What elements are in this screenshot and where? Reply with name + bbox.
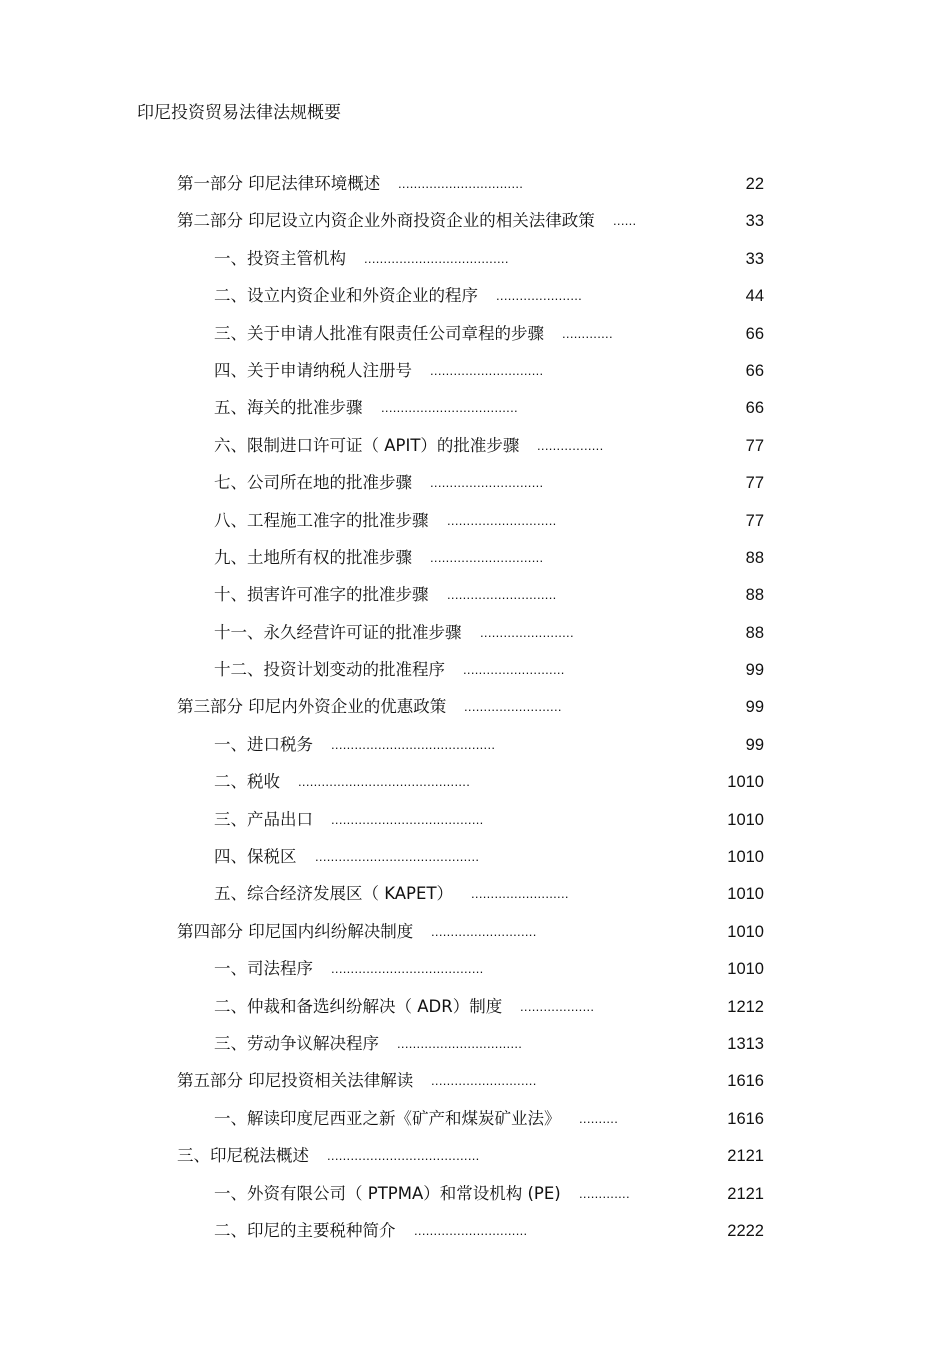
toc-entry-label: 四、保税区 [214, 847, 297, 867]
toc-entry-leader: ........................... [431, 1073, 537, 1089]
toc-entry-page: 99 [745, 661, 764, 680]
toc-entry-label: 第四部分 印尼国内纠纷解决制度 [177, 921, 414, 941]
toc-entry-page: 1010 [727, 885, 764, 904]
toc-entry-page: 1212 [727, 997, 764, 1016]
toc-entry-label: 三、产品出口 [214, 809, 313, 829]
toc-entry-leader: ............................ [447, 587, 557, 603]
toc-entry-page: 33 [745, 249, 764, 268]
toc-entry-leader: ............................................ [298, 774, 471, 790]
toc-entry-leader: ............................. [430, 475, 544, 491]
toc-entry-label: 五、综合经济发展区（ KAPET） [214, 884, 454, 904]
toc-entry-label: 二、税收 [214, 772, 280, 792]
toc-entry [0, 1031, 950, 1068]
toc-entry-label: 二、仲裁和备选纠纷解决（ ADR）制度 [214, 996, 503, 1016]
toc-entry-leader: ................................ [398, 176, 524, 191]
toc-entry-page: 66 [745, 324, 764, 343]
toc-entry-label: 五、海关的批准步骤 [214, 398, 363, 418]
toc-entry-page: 77 [745, 436, 764, 455]
toc-entry-label: 一、进口税务 [214, 734, 313, 754]
toc-entry-page: 66 [745, 399, 764, 418]
toc-entry-page: 1010 [727, 848, 764, 867]
toc-entry-label: 一、投资主管机构 [214, 248, 346, 268]
toc-entry-leader: ............................. [430, 549, 544, 565]
toc-entry [0, 732, 950, 769]
toc-entry-page: 22 [745, 175, 764, 193]
toc-entry [0, 246, 950, 283]
toc-entry-leader: .......................................... [331, 736, 496, 752]
toc-entry-label: 第五部分 印尼投资相关法律解读 [177, 1071, 414, 1091]
toc-entry-page: 66 [745, 361, 764, 380]
toc-entry [0, 582, 950, 619]
toc-entry-label: 二、设立内资企业和外资企业的程序 [214, 286, 478, 306]
toc-entry [0, 1218, 950, 1255]
toc-entry [0, 1106, 950, 1143]
toc-entry-page: 2222 [727, 1221, 764, 1240]
toc-entry [0, 1143, 950, 1180]
toc-entry [0, 620, 950, 657]
toc-entry-label: 三、劳动争议解决程序 [214, 1033, 379, 1053]
toc-entry-page: 1010 [727, 922, 764, 941]
toc-entry-label: 四、关于申请纳税人注册号 [214, 360, 412, 380]
toc-entry-leader: ........................ [480, 624, 574, 640]
toc-entry-label: 三、关于申请人批准有限责任公司章程的步骤 [214, 323, 544, 343]
toc-entry-page: 1616 [727, 1072, 764, 1091]
toc-entry [0, 470, 950, 507]
toc-entry-label: 一、司法程序 [214, 959, 313, 979]
toc-entry-label: 第三部分 印尼内外资企业的优惠政策 [177, 697, 447, 717]
toc-entry-label: 十二、投资计划变动的批准程序 [214, 660, 445, 680]
toc-entry [0, 433, 950, 470]
toc-entry [0, 919, 950, 956]
toc-entry-leader: ......................... [464, 699, 562, 715]
toc-entry-page: 77 [745, 511, 764, 530]
toc-entry [0, 358, 950, 395]
toc-entry [0, 657, 950, 694]
toc-entry-page: 2121 [727, 1184, 764, 1203]
toc-entry-leader: ......................... [471, 886, 569, 902]
toc-entry-label: 八、工程施工准字的批准步骤 [214, 510, 429, 530]
toc-entry-label: 六、限制进口许可证（ APIT）的批准步骤 [214, 435, 520, 455]
toc-entry-leader: ................. [537, 437, 604, 453]
toc-entry-leader: ....................................... [327, 1148, 480, 1164]
toc-entry [0, 1068, 950, 1105]
toc-entry-leader: .......... [579, 1110, 619, 1126]
toc-entry-leader: ..................................... [364, 250, 509, 266]
toc-entry [0, 994, 950, 1031]
toc-entry [0, 321, 950, 358]
toc-entry [0, 956, 950, 993]
toc-entry-label: 第一部分 印尼法律环境概述 [177, 174, 381, 193]
toc-entry-page: 1010 [727, 773, 764, 792]
toc-entry-label: 十一、永久经营许可证的批准步骤 [214, 622, 462, 642]
toc-entry-label: 三、印尼税法概述 [177, 1146, 309, 1166]
toc-entry-leader: ............. [579, 1185, 630, 1201]
toc-entry-page: 1010 [727, 960, 764, 979]
toc-entry [0, 545, 950, 582]
toc-entry-leader: ................................... [381, 400, 518, 416]
toc-entry-page: 88 [745, 548, 764, 567]
toc-entry-page: 1313 [727, 1034, 764, 1053]
toc-entry-label: 二、印尼的主要税种简介 [214, 1220, 396, 1240]
toc-entry-leader: ............................. [414, 1222, 528, 1238]
toc-entry-leader: ............................ [447, 512, 557, 528]
toc-entry-leader: ............. [562, 325, 613, 341]
toc-entry [0, 769, 950, 806]
toc-entry-label: 一、外资有限公司（ PTPMA）和常设机构 (PE) [214, 1183, 561, 1203]
toc-entry-label: 九、土地所有权的批准步骤 [214, 547, 412, 567]
toc-entry-page: 44 [745, 287, 764, 306]
toc-entry [0, 807, 950, 844]
toc-entry-label: 一、解读印度尼西亚之新《矿产和煤炭矿业法》 [214, 1108, 561, 1128]
toc-entry-leader: ........................... [431, 923, 537, 939]
toc-entry [0, 844, 950, 881]
toc-entry-page: 88 [745, 623, 764, 642]
toc-entry-leader: ............................. [430, 362, 544, 378]
toc-entry-page: 1616 [727, 1109, 764, 1128]
toc-entry [0, 283, 950, 320]
toc-entry [0, 395, 950, 432]
toc-entry-page: 99 [745, 698, 764, 717]
toc-entry-leader: .......................................... [315, 849, 480, 865]
toc-entry-page: 88 [745, 586, 764, 605]
toc-entry-leader: ................................ [397, 1035, 523, 1051]
toc-entry-leader: ....................................... [331, 811, 484, 827]
toc-entry-page: 77 [745, 474, 764, 493]
document-title: 印尼投资贸易法律法规概要 [137, 103, 341, 123]
toc-entry-page: 1010 [727, 810, 764, 829]
toc-entry [0, 694, 950, 731]
toc-entry-label: 七、公司所在地的批准步骤 [214, 473, 412, 493]
toc-entry [0, 171, 950, 208]
toc-entry-leader: ...... [613, 213, 637, 229]
toc-entry-leader: ...................... [496, 288, 583, 304]
toc-entry [0, 508, 950, 545]
table-of-contents [0, 171, 950, 1255]
toc-entry-leader: ................... [520, 998, 595, 1014]
toc-entry-label: 第二部分 印尼设立内资企业外商投资企业的相关法律政策 [177, 211, 595, 231]
toc-entry [0, 208, 950, 245]
toc-entry-label: 十、损害许可准字的批准步骤 [214, 585, 429, 605]
toc-entry-leader: .......................... [463, 662, 565, 678]
toc-entry [0, 1181, 950, 1218]
toc-entry [0, 881, 950, 918]
toc-entry-page: 2121 [727, 1147, 764, 1166]
toc-entry-leader: ....................................... [331, 961, 484, 977]
toc-entry-page: 99 [745, 735, 764, 754]
toc-entry-page: 33 [745, 212, 764, 231]
